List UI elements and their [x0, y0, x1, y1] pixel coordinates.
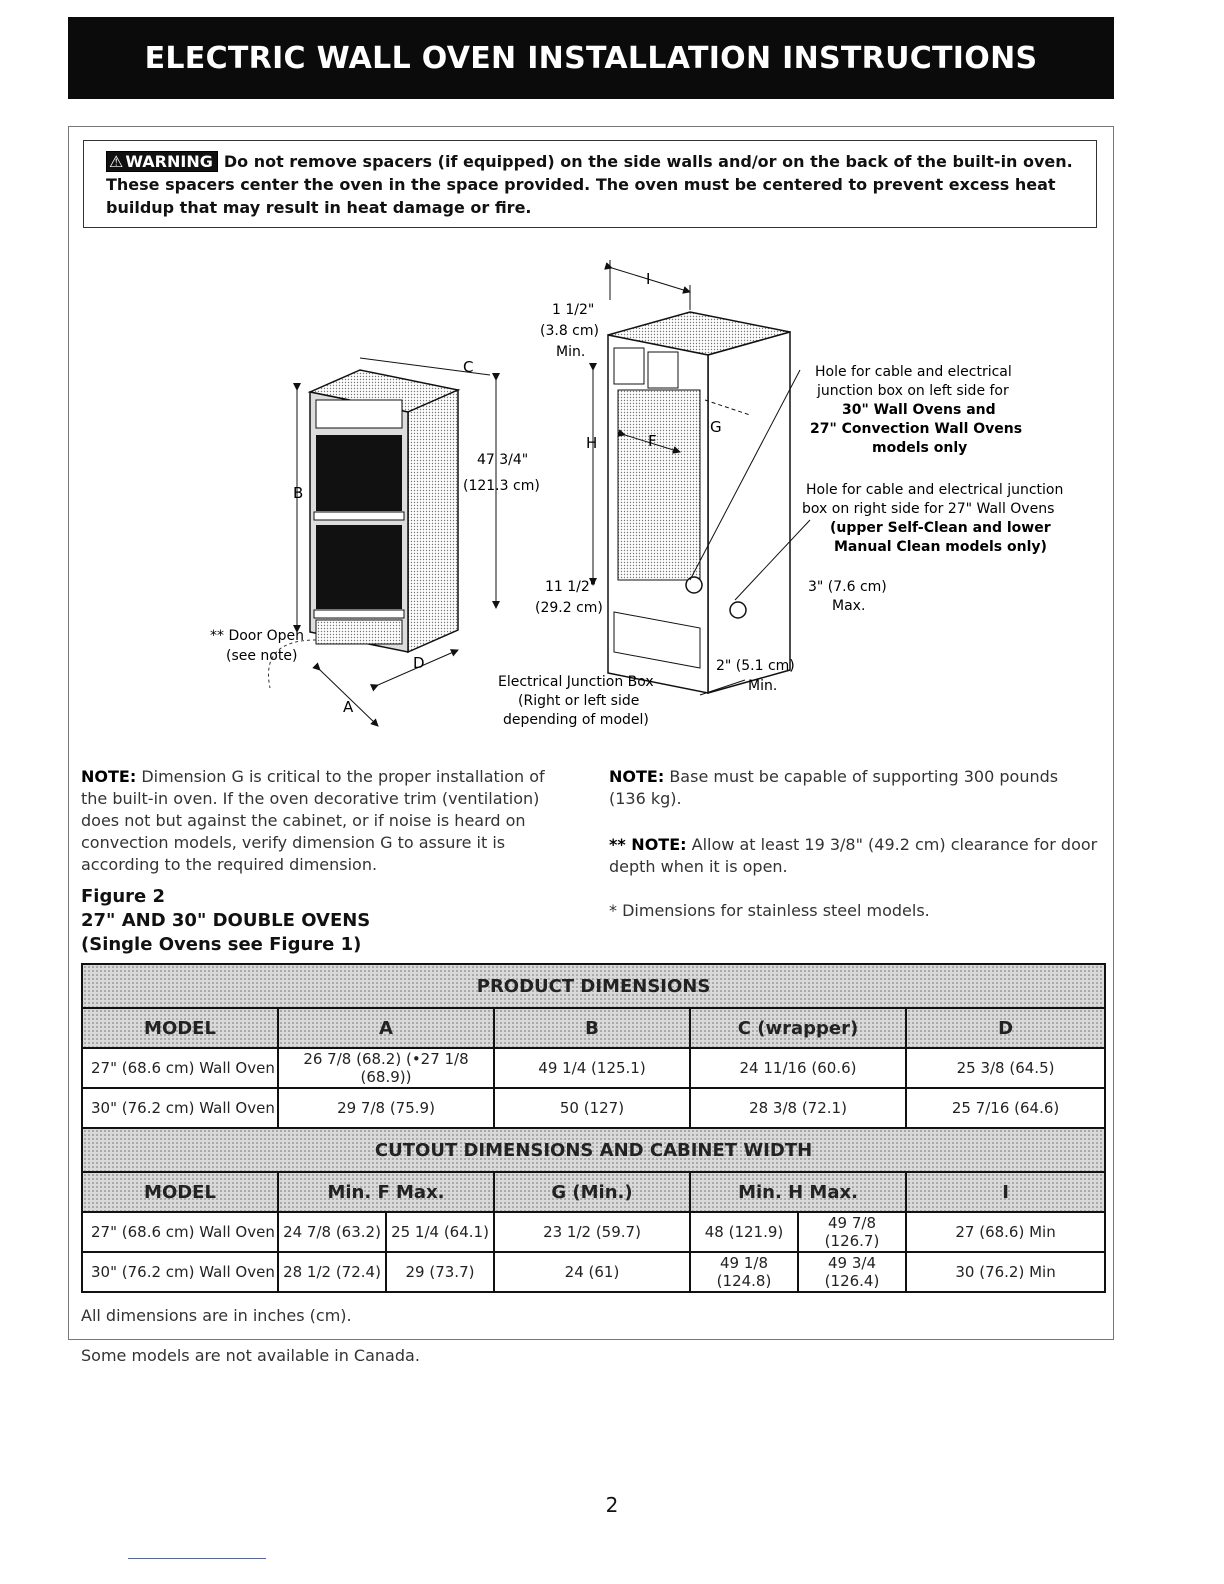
footer-rule	[128, 1558, 266, 1559]
label-top-cm: (3.8 cm)	[540, 323, 599, 339]
label-top-in: 1 1/2"	[552, 302, 595, 318]
page-title: ELECTRIC WALL OVEN INSTALLATION INSTRUCTIONS	[144, 40, 1038, 76]
label-max3-2: Max.	[832, 598, 866, 614]
label-see-note: (see note)	[226, 648, 298, 664]
label-jbox-2: (Right or left side	[518, 693, 640, 709]
label-max3-1: 3" (7.6 cm)	[808, 579, 887, 595]
oven-diagram	[200, 240, 1120, 740]
warning-badge: ⚠ WARNING	[106, 151, 218, 172]
label-left-hole-1: Hole for cable and electrical	[815, 364, 1012, 380]
figure-caption: Figure 2 27" AND 30" DOUBLE OVENS (Single Ovens see Figure 1)	[81, 886, 371, 955]
label-base-cm: (29.2 cm)	[535, 600, 603, 616]
label-right-hole-1: Hole for cable and electrical junction	[806, 482, 1064, 498]
units-note: All dimensions are in inches (cm).	[81, 1306, 352, 1325]
warning-text: Do not remove spacers (if equipped) on the side walls and/or on the back of the built-in oven. These spacers center the oven in the space provided. The oven must be centered to prevent excess heat buildup that may result in heat damage or fire.	[106, 152, 1073, 217]
label-top-min: Min.	[556, 344, 586, 360]
label-c: C	[463, 358, 474, 376]
table-row: 27" (68.6 cm) Wall Oven 24 7/8 (63.2) 25 1/4 (64.1) 23 1/2 (59.7) 48 (121.9) 49 7/8 (126.7) 27 (68.6) Min	[82, 1212, 1105, 1252]
note-door-clearance: ** NOTE: Allow at least 19 3/8" (49.2 cm) clearance for door depth when it is open.	[609, 835, 1098, 876]
cutout-dimensions-title-row: CUTOUT DIMENSIONS AND CABINET WIDTH	[82, 1128, 1105, 1172]
warning-box	[83, 140, 1097, 228]
product-dimensions-title-row: PRODUCT DIMENSIONS	[82, 964, 1105, 1008]
label-right-hole-2: box on right side for 27" Wall Ovens	[802, 501, 1055, 517]
page-number: 2	[605, 1493, 619, 1517]
label-base-in: 11 1/2"	[545, 579, 597, 595]
note-stainless: * Dimensions for stainless steel models.	[609, 901, 930, 920]
table-row: 30" (76.2 cm) Wall Oven 29 7/8 (75.9) 50 (127) 28 3/8 (72.1) 25 7/16 (64.6)	[82, 1088, 1105, 1128]
note-base: NOTE: Base must be capable of supporting 300 pounds (136 kg).	[609, 767, 1059, 808]
label-jbox-1: Electrical Junction Box	[498, 674, 654, 690]
dimensions-table	[81, 963, 1106, 1293]
label-min2-2: Min.	[748, 678, 778, 694]
label-height-in: 47 3/4"	[477, 452, 529, 468]
table-row: 30" (76.2 cm) Wall Oven 28 1/2 (72.4) 29 (73.7) 24 (61) 49 1/8 (124.8) 49 3/4 (126.4) 30 (76.2) Min	[82, 1252, 1105, 1292]
cutout-header-row: MODEL Min. F Max. G (Min.) Min. H Max. I	[82, 1172, 1105, 1212]
page-header	[68, 17, 1114, 99]
canada-note: Some models are not available in Canada.	[81, 1346, 420, 1365]
label-b: B	[293, 484, 304, 502]
label-right-hole-3: (upper Self-Clean and lower	[830, 520, 1051, 536]
cabinet-cutout-drawing	[498, 260, 1063, 728]
label-door-open: ** Door Open	[210, 628, 304, 644]
label-d: D	[413, 654, 425, 672]
double-oven-drawing	[210, 358, 540, 726]
label-left-hole-5: models only	[872, 440, 968, 456]
label-f: F	[648, 432, 657, 450]
label-left-hole-4: 27" Convection Wall Ovens	[810, 421, 1023, 437]
label-g: G	[710, 418, 722, 436]
note-dimension-g: NOTE: Dimension G is critical to the proper installation of the built-in oven. If the oven decorative trim (ventilation) does not but against the cabinet, or if noise is heard on convection models, verify dimension G to assure it is according to the required dimension.	[81, 767, 545, 874]
label-left-hole-3: 30" Wall Ovens and	[842, 402, 996, 418]
label-right-hole-4: Manual Clean models only)	[834, 539, 1047, 555]
label-min2-1: 2" (5.1 cm)	[716, 658, 795, 674]
label-jbox-3: depending of model)	[503, 712, 649, 728]
label-i: I	[646, 270, 651, 288]
label-h: H	[586, 434, 598, 452]
table-row: 27" (68.6 cm) Wall Oven 26 7/8 (68.2) (•27 1/8 (68.9)) 49 1/4 (125.1) 24 11/16 (60.6) 25 3/8 (64.5)	[82, 1048, 1105, 1088]
label-a: A	[343, 698, 354, 716]
warning-triangle-icon: ⚠	[109, 152, 124, 171]
label-left-hole-2: junction box on left side for	[817, 383, 1009, 399]
product-header-row: MODEL A B C (wrapper) D	[82, 1008, 1105, 1048]
label-height-cm: (121.3 cm)	[463, 478, 540, 494]
